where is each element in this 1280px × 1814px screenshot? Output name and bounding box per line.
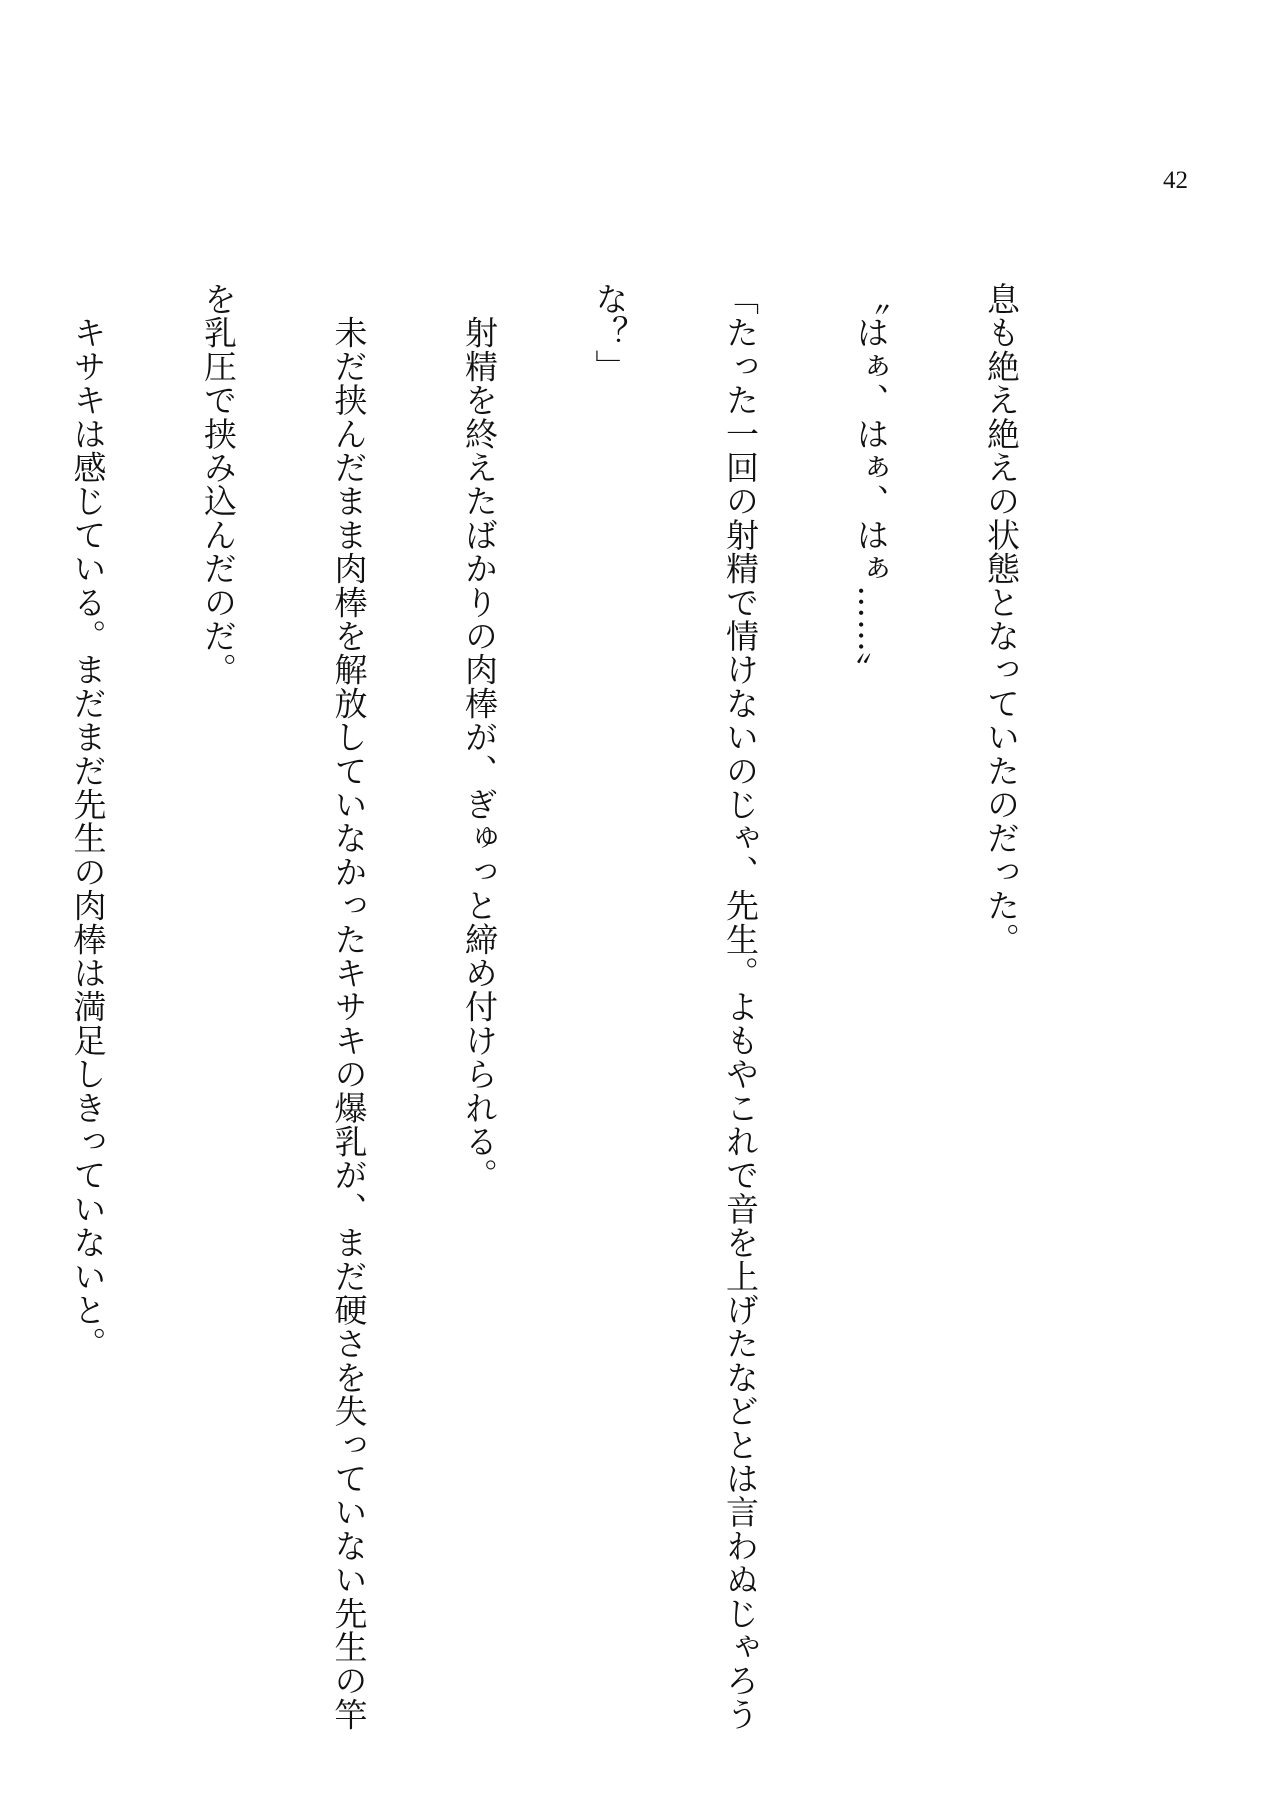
text-line: を乳圧で挟み込んだのだ。 xyxy=(199,282,238,687)
text-line: 未だ挟んだまま肉棒を解放していなかったキサキの爆乳が、まだ硬さを失っていない先生の竿 xyxy=(329,282,369,1732)
vertical-text-body xyxy=(68,282,1110,1732)
text-line: 〝はぁ、はぁ、はぁ……〟 xyxy=(851,282,891,687)
text-line: 息も絶え絶えの状態となっていたのだった。 xyxy=(982,282,1021,956)
page-number: 42 xyxy=(1163,167,1188,194)
text-line: な？」 xyxy=(590,282,630,384)
text-line: 射精を終えたばかりの肉棒が、ぎゅっと締め付けられる。 xyxy=(460,282,499,1192)
text-line: 「たった一回の射精で情けないのじゃ、先生。よもやこれで音を上げたなどとは言わぬじゃろう xyxy=(721,282,760,1732)
text-line: キサキは感じている。まだまだ先生の肉棒は満足しきっていないと。 xyxy=(68,282,108,1361)
